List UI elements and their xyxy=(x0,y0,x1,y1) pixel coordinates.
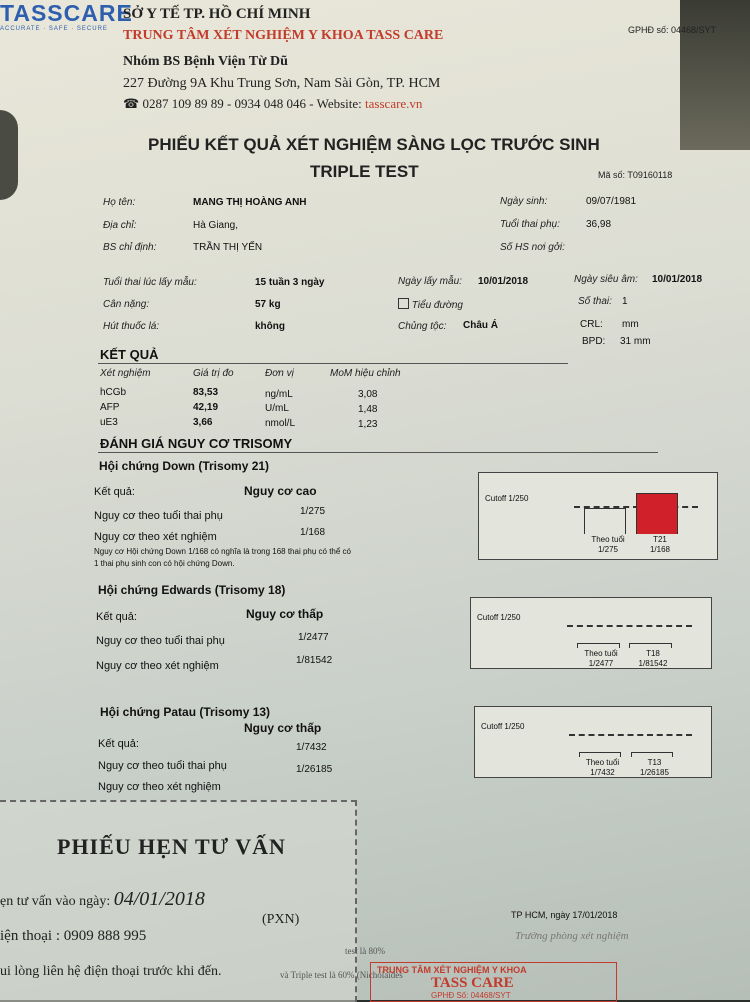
age-risk-bar xyxy=(579,752,621,757)
edwards-result: Nguy cơ thấp xyxy=(246,607,324,621)
down-test-risk: 1/168 xyxy=(300,527,326,538)
edwards-test-label: Nguy cơ theo xét nghiệm xyxy=(96,660,219,672)
appointment-date: 04/01/2018 xyxy=(113,888,205,910)
test-mom: 3,08 xyxy=(358,389,378,400)
diabetes-checkbox[interactable] xyxy=(398,298,409,309)
appointment-phone: iện thoại : 0909 888 995 xyxy=(0,928,147,944)
phone-text: 0287 109 89 89 - 0934 048 046 - Website: xyxy=(142,96,366,111)
stamp-line-2: TASS CARE xyxy=(431,975,514,991)
hs-label: Số HS nơi gởi: xyxy=(500,242,565,253)
test-unit: U/mL xyxy=(265,403,289,414)
stamp-line-1: TRUNG TÂM XÉT NGHIỆM Y KHOA xyxy=(377,965,527,975)
diabetes-label: Tiểu đường xyxy=(411,300,463,311)
down-result-label: Kết quả: xyxy=(94,486,135,498)
appointment-date-label: ẹn tư vấn vào ngày: xyxy=(0,894,111,909)
appointment-pxn: (PXN) xyxy=(262,912,300,927)
patau-result: Nguy cơ thấp xyxy=(244,721,322,735)
appointment-line xyxy=(0,888,205,911)
dept-name: SỞ Y TẾ TP. HỒ CHÍ MINH xyxy=(123,6,311,22)
diabetes-field xyxy=(398,298,463,311)
signer-title: Trưởng phòng xét nghiệm xyxy=(515,930,629,942)
patau-risk-chart xyxy=(474,706,712,778)
test-bar-label: T21 xyxy=(653,535,667,544)
fetus-label: Số thai: xyxy=(578,296,612,307)
clinic-stamp xyxy=(370,962,617,1002)
doctor-name: TRẦN THỊ YẾN xyxy=(193,242,263,253)
test-risk-bar xyxy=(629,643,672,648)
test-bar-label: T13 xyxy=(647,758,662,767)
age-bar-value: 1/7432 xyxy=(590,768,615,777)
sample-date-label: Ngày lấy mẫu: xyxy=(398,276,462,287)
smoke-value: không xyxy=(255,321,285,332)
patau-test-label: Nguy cơ theo xét nghiệm xyxy=(98,781,221,793)
edwards-age-label: Nguy cơ theo tuổi thai phụ xyxy=(96,635,225,647)
weight-label: Cân nặng: xyxy=(103,299,150,310)
test-risk-bar xyxy=(631,752,673,757)
age-bar-label: Theo tuổi xyxy=(585,758,620,767)
doctor-label: BS chỉ định: xyxy=(103,242,157,253)
dob-value: 09/07/1981 xyxy=(586,196,637,207)
bpd-value: 31 mm xyxy=(620,336,651,347)
weight-value: 57 kg xyxy=(255,299,281,310)
cutoff-label: Cutoff 1/250 xyxy=(477,613,521,622)
name-label: Họ tên: xyxy=(103,197,136,208)
address-label: Địa chỉ: xyxy=(103,220,137,231)
edwards-risk-chart xyxy=(470,597,712,669)
patau-title: Hội chứng Patau (Trisomy 13) xyxy=(100,705,271,719)
appointment-note: ui lòng liên hệ điện thoại trước khi đến. xyxy=(0,964,222,979)
crl-label: CRL: xyxy=(580,319,603,330)
center-name: TRUNG TÂM XÉT NGHIỆM Y KHOA TASS CARE xyxy=(123,28,444,43)
smoke-label: Hút thuốc lá: xyxy=(103,321,160,332)
patient-address: Hà Giang, xyxy=(193,220,239,231)
test-unit: nmol/L xyxy=(265,418,296,429)
test-mom: 1,23 xyxy=(358,419,378,430)
brand-logo: TASSCARE xyxy=(0,0,133,26)
col-test: Xét nghiệm xyxy=(100,368,151,379)
down-result: Nguy cơ cao xyxy=(244,484,317,498)
test-name: AFP xyxy=(100,402,120,413)
patau-test-risk: 1/26185 xyxy=(296,764,333,775)
crl-unit: mm xyxy=(622,319,639,330)
age-bar-value: 1/275 xyxy=(597,545,619,554)
edwards-test-risk: 1/81542 xyxy=(296,655,333,666)
dob-label: Ngày sinh: xyxy=(500,196,548,207)
results-heading: KẾT QUẢ xyxy=(100,347,159,362)
patau-age-risk: 1/7432 xyxy=(296,742,327,753)
results-divider xyxy=(98,363,568,364)
report-code-label: Mã số: xyxy=(598,170,626,180)
patau-result-label: Kết quả: xyxy=(98,738,139,750)
down-risk-chart xyxy=(478,472,718,560)
age-risk-bar xyxy=(577,643,620,648)
patient-name: MANG THỊ HOÀNG ANH xyxy=(193,197,307,208)
brand-tagline: ACCURATE · SAFE · SECURE xyxy=(0,26,108,32)
test-unit: ng/mL xyxy=(265,389,293,400)
bpd-label: BPD: xyxy=(582,336,606,347)
cutoff-label: Cutoff 1/250 xyxy=(485,494,529,503)
contact-line xyxy=(123,96,422,112)
test-value: 42,19 xyxy=(193,402,219,413)
down-age-label: Nguy cơ theo tuổi thai phụ xyxy=(94,510,223,522)
appointment-title: PHIẾU HẸN TƯ VẤN xyxy=(57,834,286,859)
patau-age-label: Nguy cơ theo tuổi thai phụ xyxy=(98,760,227,772)
footer-note: và Triple test là 60% (Nicholaides xyxy=(280,970,403,980)
age-label: Tuổi thai phụ: xyxy=(500,219,560,230)
test-name: hCGb xyxy=(100,387,127,398)
col-value: Giá trị đo xyxy=(193,368,234,379)
age-bar-label: Theo tuổi xyxy=(584,649,618,658)
report-code xyxy=(598,170,672,180)
down-note-1: Nguy cơ Hội chứng Down 1/168 có nghĩa là trong 168 thai phụ có thể có xyxy=(94,547,351,556)
edwards-age-risk: 1/2477 xyxy=(298,632,329,643)
stamp-line-3: GPHĐ Số: 04468/SYT xyxy=(431,991,511,1000)
down-note-2: 1 thai phụ sinh con có hội chứng Down. xyxy=(94,559,235,568)
test-value: 83,53 xyxy=(193,387,219,398)
test-value: 3,66 xyxy=(193,417,213,428)
photo-background-corner xyxy=(680,0,750,150)
center-address: 227 Đường 9A Khu Trung Sơn, Nam Sài Gòn, TP. HCM xyxy=(123,76,441,91)
test-bar-label: T18 xyxy=(646,649,660,658)
test-risk-bar xyxy=(636,493,678,534)
report-code-value: T09160118 xyxy=(627,170,673,180)
edwards-title: Hội chứng Edwards (Trisomy 18) xyxy=(98,583,286,597)
cutoff-line xyxy=(567,625,692,627)
risk-heading: ĐÁNH GIÁ NGUY CƠ TRISOMY xyxy=(100,436,293,451)
risk-divider xyxy=(98,452,658,453)
edwards-result-label: Kết quả: xyxy=(96,611,137,623)
age-risk-bar xyxy=(584,508,626,534)
us-date: 10/01/2018 xyxy=(652,274,703,285)
cutoff-label: Cutoff 1/250 xyxy=(481,722,525,731)
footer-note-2: test là 80% xyxy=(345,946,385,956)
test-bar-value: 1/168 xyxy=(649,545,671,554)
test-mom: 1,48 xyxy=(358,404,378,415)
ga-value: 15 tuần 3 ngày xyxy=(255,277,325,288)
age-bar-value: 1/2477 xyxy=(588,659,614,668)
ethnic-label: Chủng tộc: xyxy=(398,321,447,332)
cutoff-line xyxy=(569,734,692,736)
test-name: uE3 xyxy=(100,417,118,428)
finger-shadow xyxy=(0,110,18,200)
fetus-value: 1 xyxy=(622,296,628,307)
report-title: PHIẾU KẾT QUẢ XÉT NGHIỆM SÀNG LỌC TRƯỚC SINH xyxy=(148,135,600,154)
age-bar-label: Theo tuổi xyxy=(591,535,625,544)
group-name: Nhóm BS Bệnh Viện Từ Dũ xyxy=(123,54,288,69)
down-test-label: Nguy cơ theo xét nghiệm xyxy=(94,531,217,543)
us-date-label: Ngày siêu âm: xyxy=(574,274,638,285)
col-unit: Đơn vị xyxy=(265,368,294,379)
license-number: GPHĐ số: 04468/SYT xyxy=(628,25,717,35)
ga-label: Tuổi thai lúc lấy mẫu: xyxy=(103,277,197,288)
test-bar-value: 1/81542 xyxy=(638,659,668,668)
age-value: 36,98 xyxy=(586,219,612,230)
website-link[interactable]: tasscare.vn xyxy=(365,96,423,111)
test-bar-value: 1/26185 xyxy=(640,768,669,777)
down-age-risk: 1/275 xyxy=(300,506,326,517)
sample-date: 10/01/2018 xyxy=(478,276,529,287)
place-date: TP HCM, ngày 17/01/2018 xyxy=(511,910,618,920)
phone-icon: ☎ xyxy=(123,96,143,111)
down-title: Hội chứng Down (Trisomy 21) xyxy=(99,459,270,473)
col-mom: MoM hiệu chỉnh xyxy=(330,368,401,379)
ethnic-value: Châu Á xyxy=(463,320,498,331)
report-subtitle: TRIPLE TEST xyxy=(310,162,419,181)
